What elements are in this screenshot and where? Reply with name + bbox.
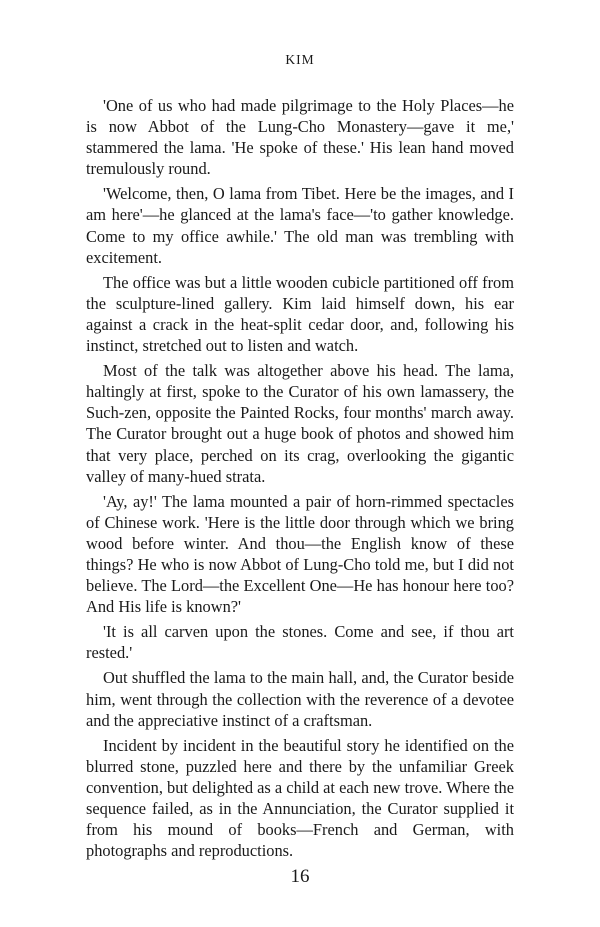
- body-text: [86, 95, 514, 865]
- paragraph: 'Welcome, then, O lama from Tibet. Here be the images, and I am here'—he glanced at the lama's face—'to gather knowledge. Come to my office awhile.' The old man was trembling with excitement.: [86, 184, 514, 267]
- paragraph: 'One of us who had made pilgrimage to the Holy Places—he is now Abbot of the Lung-Cho Monastery—gave it me,' stammered the lama. 'He spoke of these.' His lean hand moved tremulously round.: [86, 96, 514, 179]
- page-number: 16: [290, 866, 310, 887]
- paragraph: Most of the talk was altogether above his head. The lama, haltingly at first, spoke to the Curator of his own lamassery, the Such-zen, opposite the Painted Rocks, four months' march away. The Curator brought out a huge book of photos and showed him that very place, perched on its crag, overlooking the gigantic valley of many-hued strata.: [86, 361, 514, 486]
- paragraph: Incident by incident in the beautiful story he identified on the blurred stone, puzzled here and there by the unfamiliar Greek convention, but delighted as a child at each new trove. Where the sequence failed, as in the Annunciation, the Curator supplied it from his mound of books—French and German, with photographs and reproductions.: [86, 735, 514, 861]
- paragraph: 'It is all carven upon the stones. Come and see, if thou art rested.': [86, 622, 514, 663]
- running-head: KIM: [285, 52, 315, 67]
- paragraph: The office was but a little wooden cubicle partitioned off from the sculpture-lined gallery. Kim laid himself down, his ear against a crack in the heat-split cedar door, and, following his instinct, stretched out to listen and watch.: [86, 272, 514, 356]
- paragraph: Out shuffled the lama to the main hall, and, the Curator beside him, went through the collection with the reverence of a devotee and the appreciative instinct of a craftsman.: [86, 668, 514, 730]
- paragraph: 'Ay, ay!' The lama mounted a pair of horn-rimmed spectacles of Chinese work. 'Here is the little door through which we bring wood before winter. And thou—the English know of these things? He who is now Abbot of Lung-Cho told me, but I did not believe. The Lord—the Excellent One—He has honour here too? And His life is known?': [86, 491, 514, 617]
